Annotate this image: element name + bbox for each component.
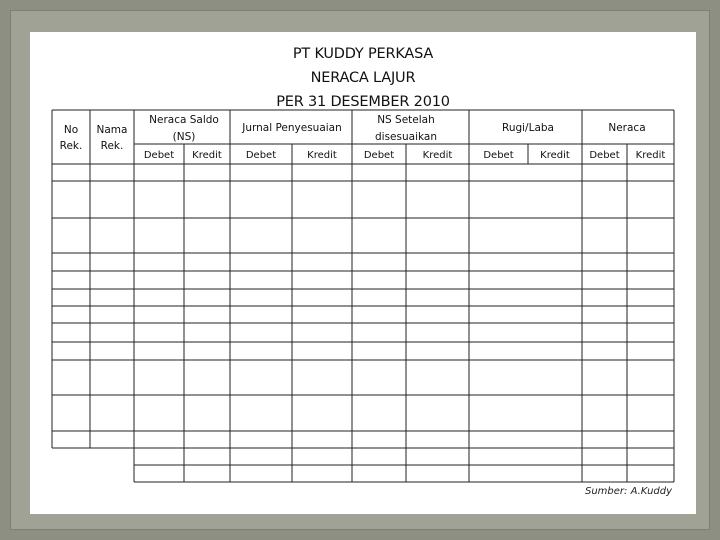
report-date: PER 31 DESEMBER 2010 [276,94,450,110]
header-no: No [63,124,79,136]
group-header-0-0: Neraca Saldo [149,114,219,126]
kredit-header: Kredit [635,150,666,161]
source-note: Sumber: A.Kuddy [585,486,673,497]
group-header-2-1: disesuaikan [375,131,437,143]
kredit-header: Kredit [307,150,337,161]
group-header-1-0: Jurnal Penyesuaian [242,122,342,134]
group-header-0-1: (NS) [172,131,196,143]
debet-header: Debet [143,150,175,161]
debet-header: Debet [589,150,620,161]
header-nama: Nama [96,124,128,136]
debet-header: Debet [245,150,277,161]
kredit-header: Kredit [192,150,222,161]
worksheet-page [30,32,696,514]
header-rek: Rek. [59,140,83,152]
kredit-header: Kredit [422,150,453,161]
group-header-2-0: NS Setelah [377,114,435,126]
report-name: NERACA LAJUR [310,70,416,86]
debet-header: Debet [483,150,514,161]
worksheet-table [30,32,696,514]
group-header-3-0: Rugi/Laba [502,122,554,134]
kredit-header: Kredit [540,150,570,161]
company-name: PT KUDDY PERKASA [292,46,434,62]
header-rek-2: Rek. [100,140,124,152]
debet-header: Debet [363,150,395,161]
group-header-4-0: Neraca [608,122,646,134]
